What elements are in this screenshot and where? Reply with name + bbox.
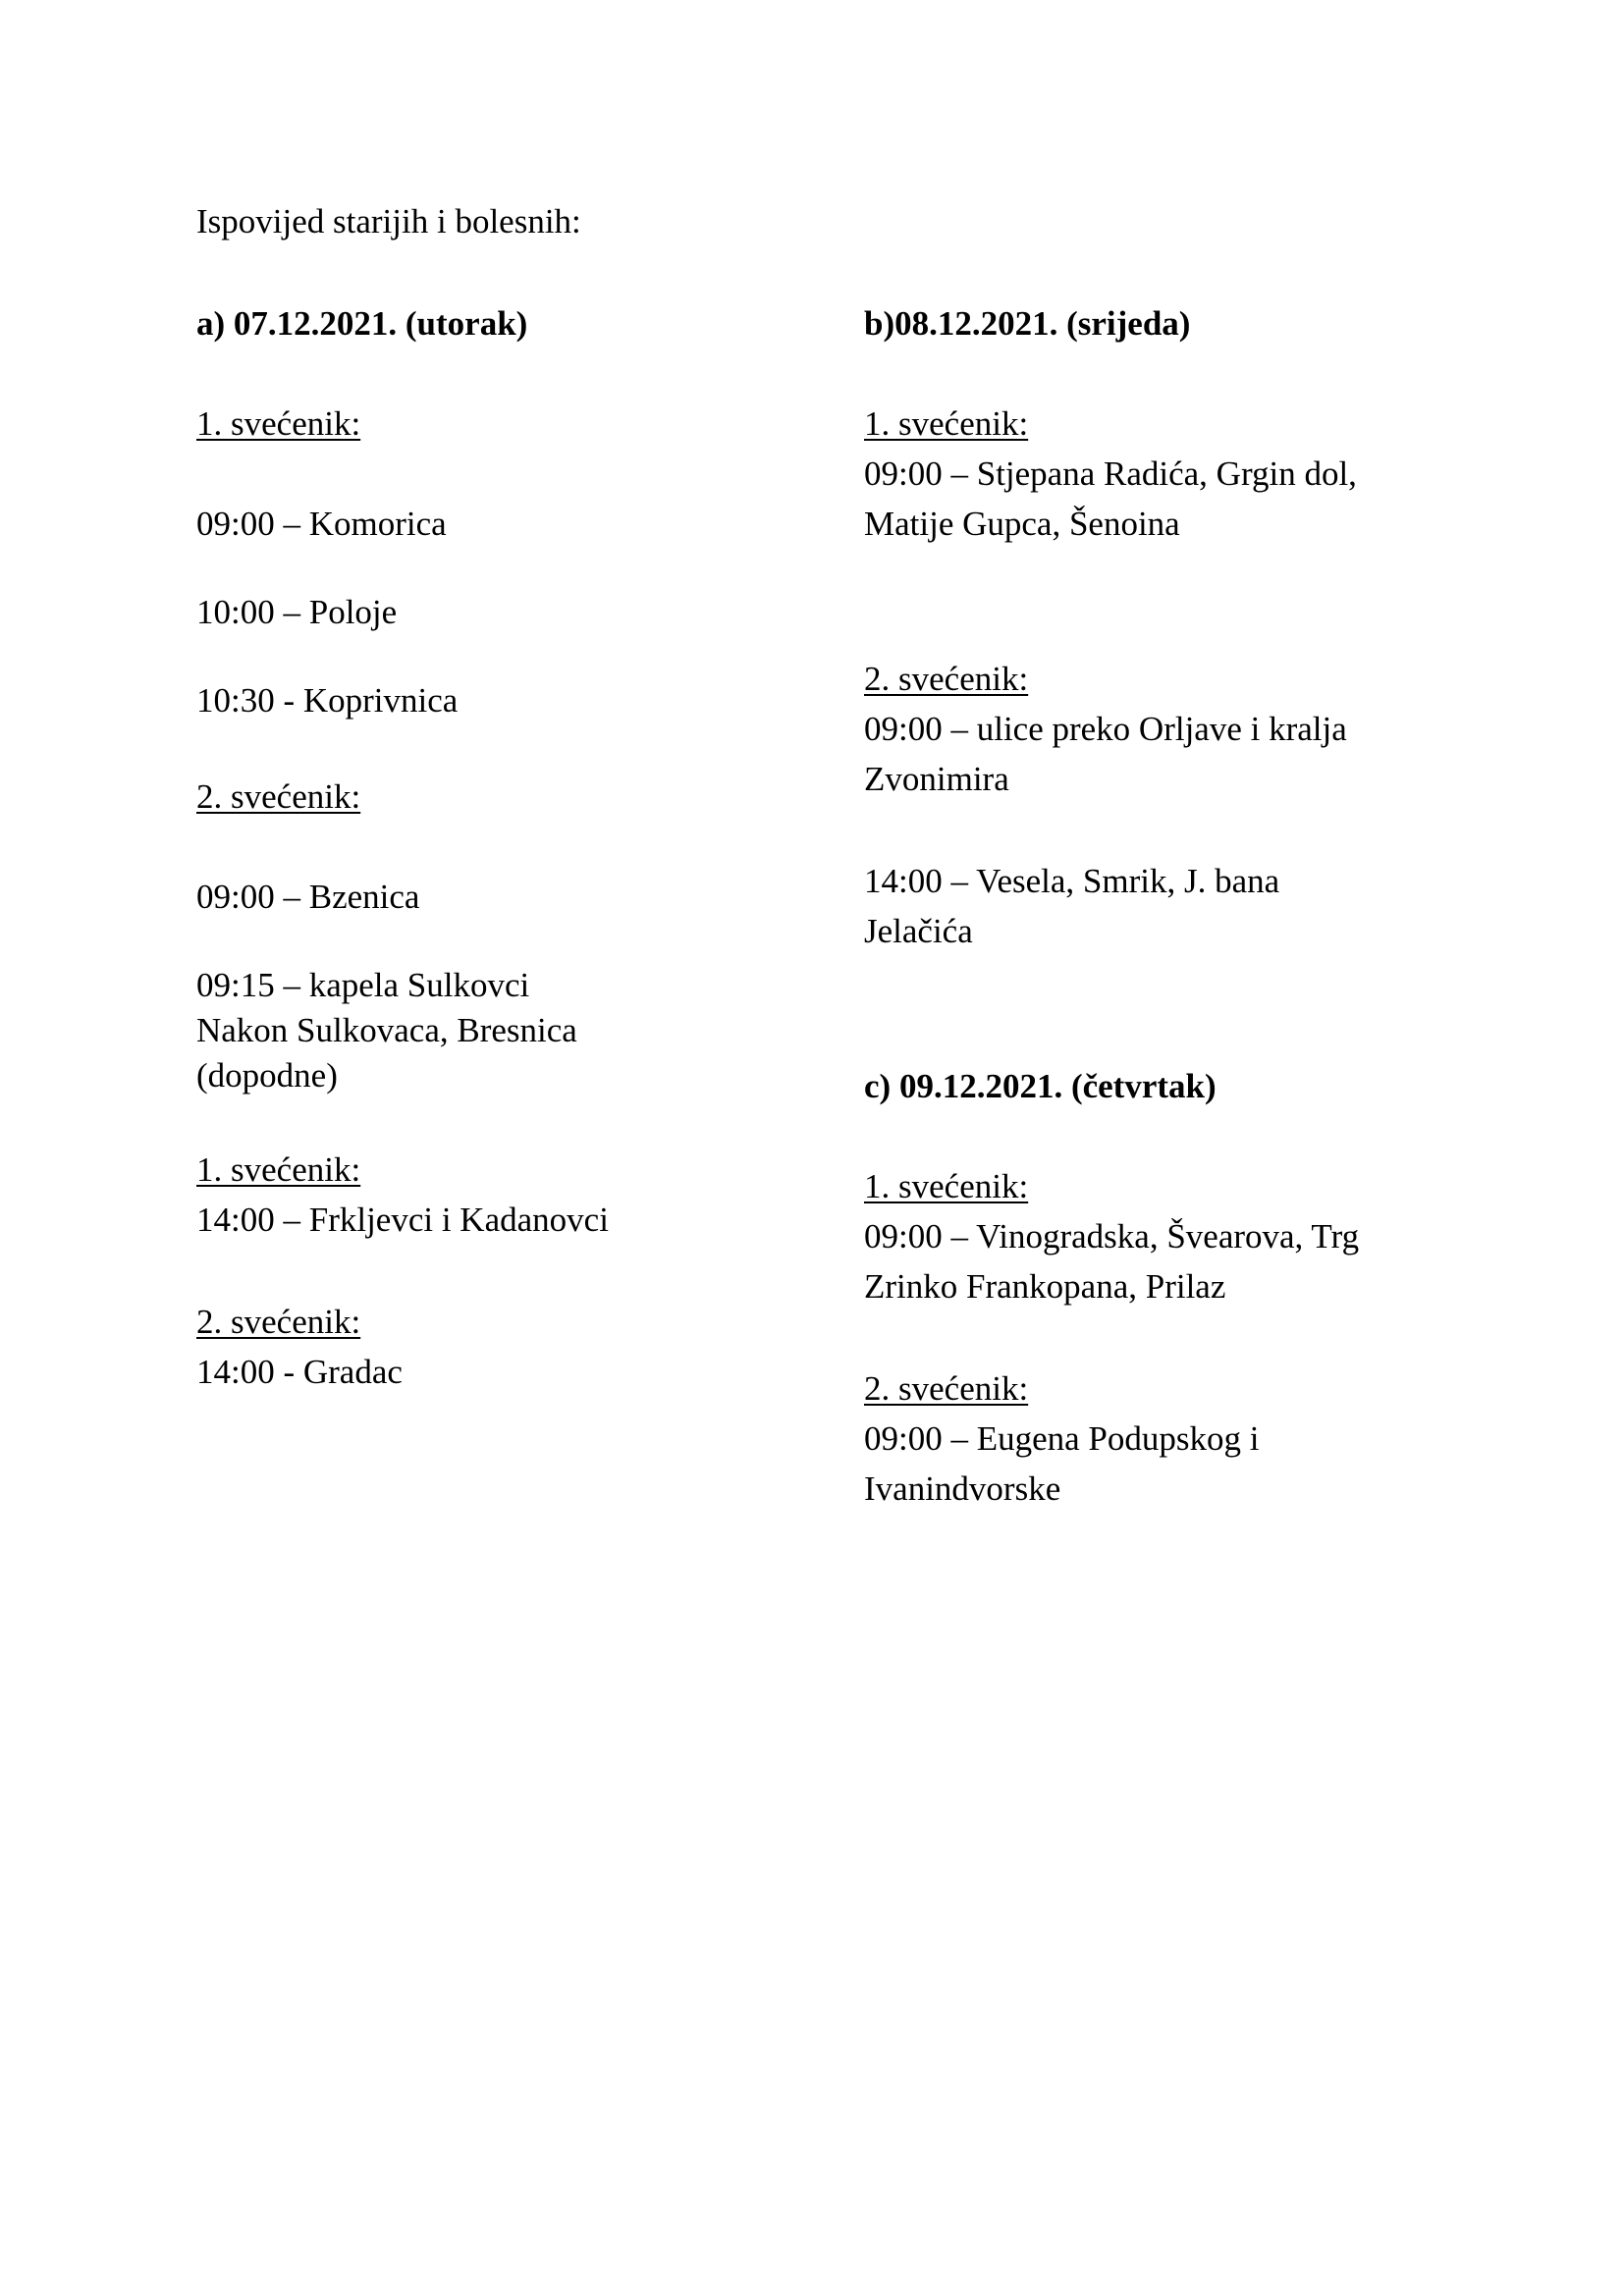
day-a-afternoon-priest2-item: 14:00 - Gradac xyxy=(196,1353,403,1391)
day-b-heading: b)08.12.2021. (srijeda) xyxy=(864,304,1191,343)
day-a-priest2-item-line: 09:15 – kapela Sulkovci xyxy=(196,966,530,1004)
day-b-priest1-item-line: Matije Gupca, Šenoina xyxy=(864,505,1180,543)
day-b-priest2-item-line: 09:00 – ulice preko Orljave i kralja xyxy=(864,710,1347,748)
day-b-priest2-item-line: Zvonimira xyxy=(864,760,1009,798)
day-b-priest2-label: 2. svećenik: xyxy=(864,660,1029,698)
day-a-afternoon-priest2-label: 2. svećenik: xyxy=(196,1303,361,1341)
day-c-priest1-label: 1. svećenik: xyxy=(864,1167,1029,1205)
day-a-priest2-item-line: Nakon Sulkovaca, Bresnica xyxy=(196,1011,577,1049)
day-a-heading: a) 07.12.2021. (utorak) xyxy=(196,304,528,343)
day-c-priest2-item-line: Ivanindvorske xyxy=(864,1469,1061,1508)
day-a-priest2-item: 09:00 – Bzenica xyxy=(196,878,420,916)
day-a-priest2-label: 2. svećenik: xyxy=(196,777,361,816)
intro-text: Ispovijed starijih i bolesnih: xyxy=(196,202,581,240)
day-c-priest2-item-line: 09:00 – Eugena Podupskog i xyxy=(864,1419,1260,1458)
day-c-heading: c) 09.12.2021. (četvrtak) xyxy=(864,1067,1217,1105)
day-a-priest1-item: 10:00 – Poloje xyxy=(196,593,398,631)
day-a-afternoon-priest1-item: 14:00 – Frkljevci i Kadanovci xyxy=(196,1201,609,1239)
day-c-priest2-label: 2. svećenik: xyxy=(864,1369,1029,1408)
day-a-priest1-label: 1. svećenik: xyxy=(196,404,361,443)
day-a-priest2-item-line: (dopodne) xyxy=(196,1056,338,1095)
day-c-priest1-item-line: 09:00 – Vinogradska, Švearova, Trg xyxy=(864,1217,1360,1255)
day-b-priest2-item-line: 14:00 – Vesela, Smrik, J. bana xyxy=(864,862,1280,900)
day-a-priest1-item: 09:00 – Komorica xyxy=(196,505,447,543)
day-b-priest1-label: 1. svećenik: xyxy=(864,404,1029,443)
day-c-priest1-item-line: Zrinko Frankopana, Prilaz xyxy=(864,1267,1226,1306)
day-a-priest1-item: 10:30 - Koprivnica xyxy=(196,681,459,720)
day-b-priest2-item-line: Jelačića xyxy=(864,912,973,950)
day-a-afternoon-priest1-label: 1. svećenik: xyxy=(196,1150,361,1189)
day-b-priest1-item-line: 09:00 – Stjepana Radića, Grgin dol, xyxy=(864,454,1357,493)
